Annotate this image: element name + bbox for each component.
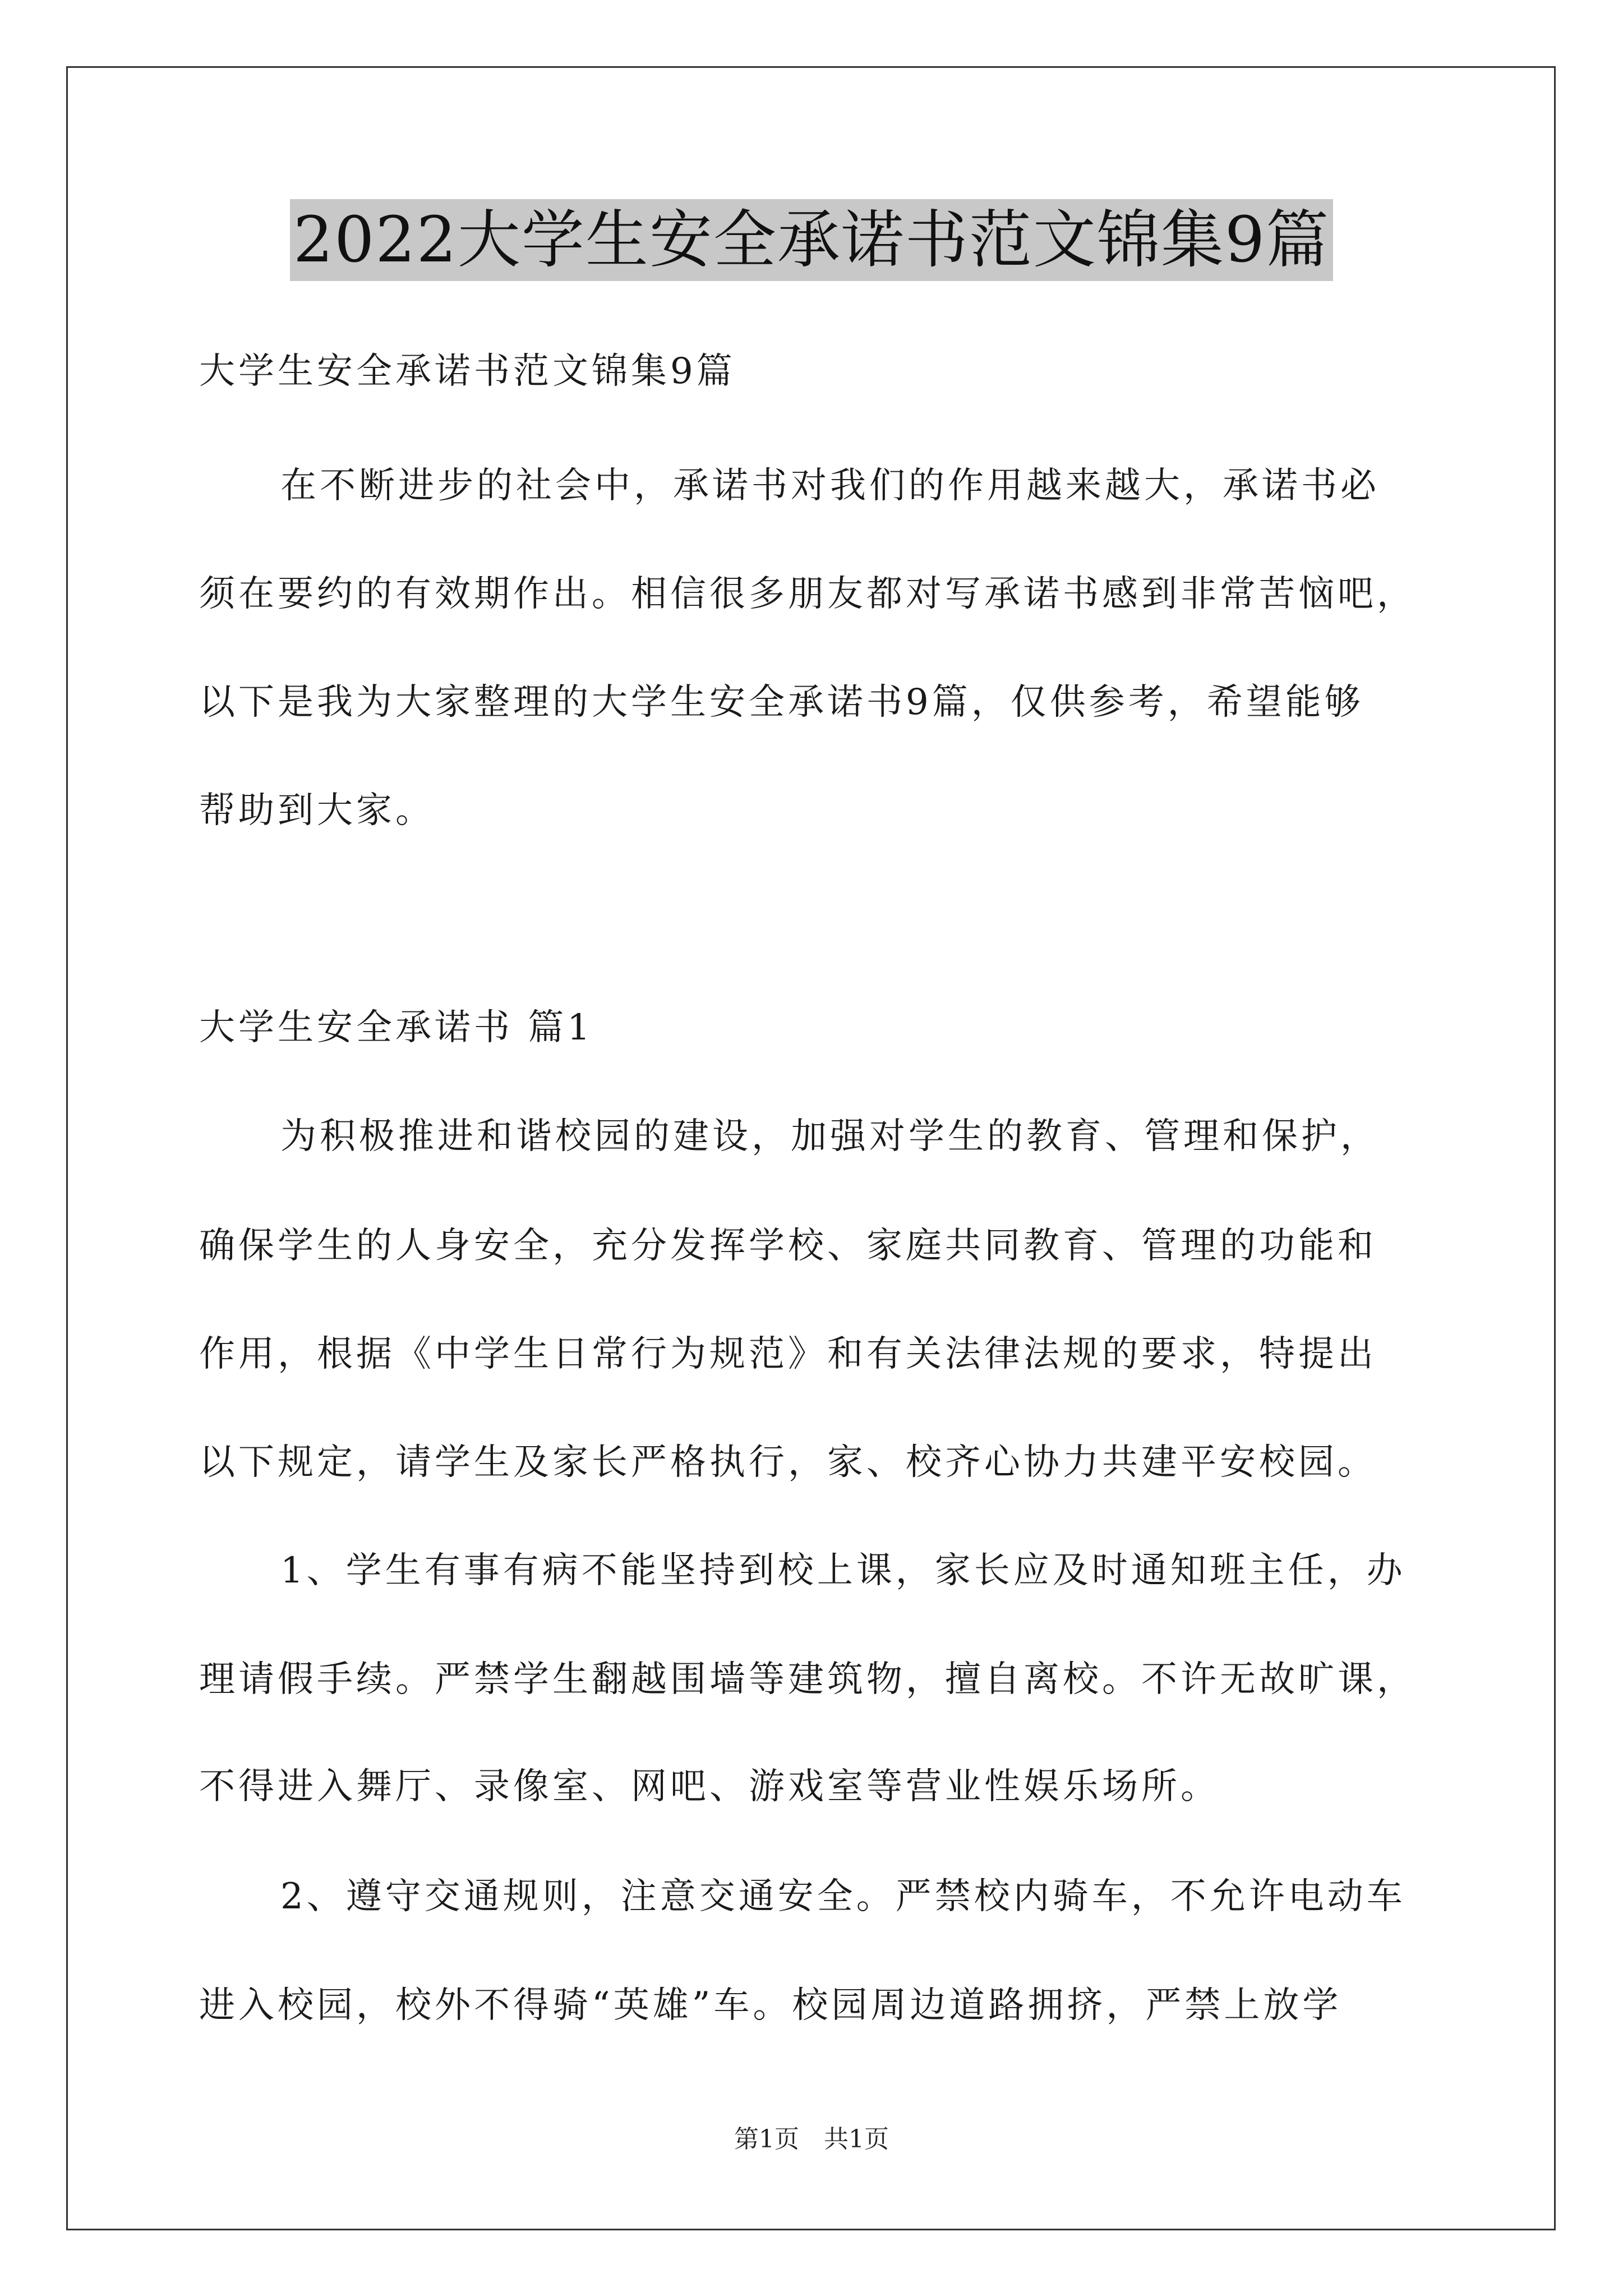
page-number: 第1页 [734, 2125, 799, 2154]
subtitle-line: 大学生安全承诺书范文锦集9篇 [199, 351, 736, 392]
section-heading: 大学生安全承诺书 篇1 [199, 1007, 594, 1048]
paragraph-line: 1、学生有事有病不能坚持到校上课，家长应及时通知班主任，办 [280, 1550, 1406, 1591]
paragraph-line: 不得进入舞厅、录像室、网吧、游戏室等营业性娱乐场所。 [199, 1766, 1220, 1807]
paragraph-line: 以下规定，请学生及家长严格执行，家、校齐心协力共建平安校园。 [199, 1442, 1377, 1483]
paragraph-line: 进入校园，校外不得骑“英雄”车。校园周边道路拥挤，严禁上放学 [199, 1985, 1342, 2026]
paragraph-line: 以下是我为大家整理的大学生安全承诺书9篇，仅供参考，希望能够 [199, 682, 1364, 723]
paragraph-line: 作用，根据《中学生日常行为规范》和有关法律法规的要求，特提出 [199, 1333, 1377, 1375]
paragraph-line: 帮助到大家。 [199, 790, 435, 831]
document-title: 2022大学生安全承诺书范文锦集9篇 [290, 199, 1333, 281]
paragraph-line: 为积极推进和谐校园的建设，加强对学生的教育、管理和保护， [280, 1116, 1380, 1157]
paragraph-line: 理请假手续。严禁学生翻越围墙等建筑物，擅自离校。不许无故旷课， [199, 1659, 1416, 1700]
title-container [0, 199, 1623, 281]
page-footer [0, 2124, 1623, 2155]
paragraph-line: 在不断进步的社会中，承诺书对我们的作用越来越大，承诺书必 [280, 465, 1380, 507]
paragraph-line: 2、遵守交通规则，注意交通安全。严禁校内骑车，不允许电动车 [280, 1876, 1406, 1917]
page-total: 共1页 [824, 2125, 889, 2154]
paragraph-line: 须在要约的有效期作出。相信很多朋友都对写承诺书感到非常苦恼吧， [199, 573, 1416, 615]
paragraph-line: 确保学生的人身安全，充分发挥学校、家庭共同教育、管理的功能和 [199, 1225, 1377, 1267]
